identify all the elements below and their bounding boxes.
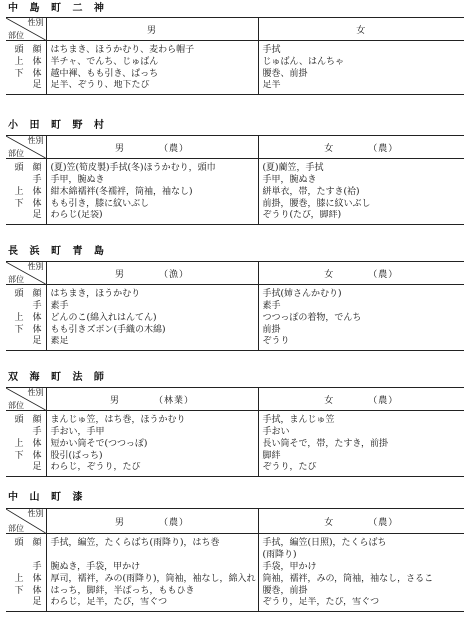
body-part: 上 体 <box>14 312 42 323</box>
female-clothing-cell <box>258 159 464 175</box>
clothing-table <box>6 135 464 225</box>
gender-label: 性別 <box>27 262 44 271</box>
gender-label: 性別 <box>27 509 44 518</box>
clothing-table <box>6 387 464 477</box>
female-clothing-cell <box>258 56 464 68</box>
body-part: 足 <box>32 462 42 472</box>
clothing-table <box>6 261 464 351</box>
female-header-label: 女 <box>324 517 335 528</box>
table-row <box>6 159 464 175</box>
body-part-cell <box>6 285 46 301</box>
body-part-cell <box>6 462 46 477</box>
female-clothing: ぞうり(たび，脚絆) <box>262 210 342 220</box>
body-part-cell <box>6 210 46 225</box>
female-clothing-cell <box>258 300 464 312</box>
body-part: 手 <box>32 561 42 572</box>
male-clothing-cell <box>46 411 258 427</box>
male-clothing: わらじ，ぞうり，たび <box>50 462 141 472</box>
female-clothing: 絣単衣，帯，たすき(袷) <box>262 186 360 197</box>
body-part: 上 体 <box>14 56 42 67</box>
body-part-cell <box>6 438 46 450</box>
table-row <box>6 210 464 225</box>
header-row <box>6 509 464 534</box>
body-part-cell <box>6 534 46 550</box>
female-clothing: つつっぽの着物，でんち <box>262 312 362 323</box>
body-part-cell <box>6 80 46 95</box>
female-clothing: 手拭，編笠(日照)，たくらばち <box>262 538 387 548</box>
male-clothing-cell <box>46 159 258 175</box>
female-header <box>258 509 464 534</box>
female-clothing-cell <box>258 597 464 612</box>
gender-label: 性別 <box>27 18 44 27</box>
male-clothing-cell <box>46 426 258 438</box>
body-part-cell <box>6 68 46 80</box>
table-row <box>6 68 464 80</box>
female-clothing-cell <box>258 426 464 438</box>
body-part-cell <box>6 573 46 585</box>
male-clothing-cell <box>46 549 258 561</box>
female-clothing-cell <box>258 549 464 561</box>
table-row <box>6 573 464 585</box>
section-title: 中 島 町 二 神 <box>8 3 108 14</box>
male-clothing-cell <box>46 300 258 312</box>
female-clothing: 脚絆 <box>262 450 281 461</box>
female-clothing: じゅばん、はんちゃ <box>262 56 345 67</box>
male-clothing-cell <box>46 56 258 68</box>
male-clothing-cell <box>46 186 258 198</box>
male-clothing-cell <box>46 438 258 450</box>
gender-label: 性別 <box>27 136 44 145</box>
male-clothing: 腕ぬき，手袋，甲かけ <box>50 561 141 572</box>
female-clothing: 手袋，甲かけ <box>262 561 317 572</box>
male-clothing-cell <box>46 585 258 597</box>
male-header <box>46 18 258 41</box>
section-title: 中 山 町 漆 <box>8 492 87 503</box>
table-row <box>6 312 464 324</box>
table-row <box>6 585 464 597</box>
body-part: 手 <box>32 300 42 311</box>
male-clothing-cell <box>46 462 258 477</box>
male-header <box>46 262 258 285</box>
table-row <box>6 438 464 450</box>
table-row <box>6 336 464 351</box>
header-row <box>6 18 464 41</box>
female-occupation: （農） <box>368 269 399 280</box>
male-clothing-cell <box>46 534 258 550</box>
body-part: 手 <box>32 426 42 437</box>
body-part: 上 体 <box>14 573 42 584</box>
female-clothing: (夏)藺笠，手拭 <box>262 163 324 173</box>
table-row <box>6 462 464 477</box>
female-clothing: 手拭，まんじゅ笠 <box>262 415 335 425</box>
male-clothing: 手甲，腕ぬき <box>50 174 105 185</box>
body-part-cell <box>6 324 46 336</box>
male-clothing: 手おい，手甲 <box>50 426 105 437</box>
body-part: 頭 顔 <box>14 163 42 173</box>
body-part: 足 <box>32 336 42 346</box>
female-header-label: 女 <box>324 143 335 154</box>
male-clothing-cell <box>46 41 258 57</box>
female-clothing-cell <box>258 324 464 336</box>
male-clothing: まんじゅ笠，はち巻，ほうかむり <box>50 415 186 425</box>
female-clothing: 手甲，腕ぬき <box>262 174 317 185</box>
table-row <box>6 186 464 198</box>
male-clothing-cell <box>46 597 258 612</box>
female-clothing: 素手 <box>262 300 281 311</box>
body-part: 頭 顔 <box>14 45 42 55</box>
part-label: 部位 <box>8 31 24 40</box>
female-header <box>258 388 464 411</box>
male-header-label: 男 <box>146 25 157 36</box>
clothing-table <box>6 17 464 95</box>
body-part: 下 体 <box>14 68 42 79</box>
female-clothing-cell <box>258 186 464 198</box>
male-clothing: 股引(ぱっち) <box>50 450 103 461</box>
female-clothing-cell <box>258 210 464 225</box>
male-clothing-cell <box>46 285 258 301</box>
male-clothing-cell <box>46 198 258 210</box>
female-clothing-cell <box>258 285 464 301</box>
female-occupation: （農） <box>368 517 399 528</box>
table-row <box>6 450 464 462</box>
male-clothing: 短かい筒そで(つつっぽ) <box>50 438 148 449</box>
body-part: 頭 顔 <box>14 415 42 425</box>
table-row <box>6 198 464 210</box>
male-clothing: はちまき，ほうかむり <box>50 289 141 299</box>
body-part-cell <box>6 426 46 438</box>
body-part: 足 <box>32 80 42 90</box>
body-part-cell <box>6 597 46 612</box>
diagonal-header-cell <box>6 136 46 159</box>
body-part: 下 体 <box>14 324 42 335</box>
male-clothing-cell <box>46 210 258 225</box>
body-part: 下 体 <box>14 585 42 596</box>
female-clothing: (雨降り) <box>262 549 297 560</box>
body-part-cell <box>6 41 46 57</box>
male-clothing: はっち，脚絆，半ぱっち，ももひき <box>50 585 195 596</box>
body-part-cell <box>6 312 46 324</box>
female-clothing-cell <box>258 573 464 585</box>
male-clothing: わらじ(足袋) <box>50 210 103 220</box>
male-header-label: 男 <box>109 395 120 406</box>
part-label: 部位 <box>8 401 24 410</box>
table-row <box>6 324 464 336</box>
male-clothing: 素手 <box>50 300 69 311</box>
table-row <box>6 597 464 612</box>
male-clothing: はちまき、ほうかむり、麦わら帽子 <box>50 45 195 55</box>
male-occupation: （漁） <box>159 269 190 280</box>
body-part-cell <box>6 159 46 175</box>
male-clothing: 厚司，襦袢，みの(雨降り)，筒袖，袖なし，綿入れ <box>50 573 256 584</box>
body-part: 足 <box>32 210 42 220</box>
table-row <box>6 426 464 438</box>
body-part-cell <box>6 585 46 597</box>
male-clothing: どんのこ(綿入れはんてん) <box>50 312 157 323</box>
female-clothing: 長い筒そで，帯，たすき，前掛 <box>262 438 388 449</box>
table-row <box>6 41 464 57</box>
female-clothing-cell <box>258 585 464 597</box>
diagonal-header-cell <box>6 262 46 285</box>
diagonal-header-cell <box>6 509 46 534</box>
male-clothing: 紺木綿襦袢(冬襦袢，筒袖，袖なし) <box>50 186 193 197</box>
female-header-label: 女 <box>324 395 335 406</box>
body-part-cell <box>6 174 46 186</box>
body-part: 下 体 <box>14 198 42 209</box>
male-clothing-cell <box>46 324 258 336</box>
body-part-cell <box>6 186 46 198</box>
part-label: 部位 <box>8 275 24 284</box>
female-clothing: 手おい <box>262 426 290 437</box>
female-header <box>258 18 464 41</box>
gender-label: 性別 <box>27 388 44 397</box>
male-header <box>46 388 258 411</box>
male-clothing: わらじ，足半，たび，雪ぐつ <box>50 597 168 607</box>
female-clothing: ぞうり，足半，たび，雪ぐつ <box>262 597 380 607</box>
table-row <box>6 300 464 312</box>
header-row <box>6 388 464 411</box>
diagonal-header-cell <box>6 388 46 411</box>
male-clothing-cell <box>46 68 258 80</box>
female-clothing: ぞうり，たび <box>262 462 317 472</box>
male-clothing-cell <box>46 450 258 462</box>
female-clothing-cell <box>258 462 464 477</box>
male-clothing-cell <box>46 80 258 95</box>
male-clothing: (夏)笠(筍皮製)手拭(冬)ほうかむり，頭巾 <box>50 163 216 173</box>
female-clothing-cell <box>258 68 464 80</box>
female-clothing: 前掛，腰巻，膝に紋いぶし <box>262 198 371 209</box>
table-row <box>6 534 464 550</box>
body-part: 上 体 <box>14 438 42 449</box>
female-clothing: 手拭 <box>262 45 281 55</box>
female-occupation: （農） <box>368 395 399 406</box>
female-clothing-cell <box>258 534 464 550</box>
body-part-cell <box>6 561 46 573</box>
male-header-label: 男 <box>114 269 125 280</box>
female-clothing: 手拭(姉さんかむり) <box>262 289 342 299</box>
header-row <box>6 136 464 159</box>
part-label: 部位 <box>8 524 24 533</box>
female-clothing-cell <box>258 411 464 427</box>
female-clothing-cell <box>258 438 464 450</box>
male-clothing: 半チャ、でんち、じゅばん <box>50 56 159 67</box>
male-clothing: 足半、ぞうり、地下たび <box>50 80 150 90</box>
body-part-cell <box>6 56 46 68</box>
male-clothing-cell <box>46 561 258 573</box>
body-part-cell <box>6 411 46 427</box>
body-part: 下 体 <box>14 450 42 461</box>
female-occupation: （農） <box>368 143 399 154</box>
female-clothing-cell <box>258 312 464 324</box>
section-title: 双 海 町 法 師 <box>8 372 108 383</box>
female-header <box>258 262 464 285</box>
male-header-label: 男 <box>114 517 125 528</box>
male-occupation: （林業） <box>154 395 195 406</box>
male-clothing: もも引き，膝に紋いぶし <box>50 198 150 209</box>
male-clothing: もも引きズボン(手織の木綿) <box>50 324 166 335</box>
body-part-cell <box>6 198 46 210</box>
female-clothing-cell <box>258 174 464 186</box>
table-row <box>6 549 464 561</box>
male-clothing: 素足 <box>50 336 69 346</box>
female-clothing-cell <box>258 336 464 351</box>
body-part: 頭 顔 <box>14 538 42 548</box>
body-part-cell <box>6 336 46 351</box>
female-clothing: 足半 <box>262 80 281 90</box>
section-title: 長 浜 町 青 島 <box>8 246 108 257</box>
body-part-cell <box>6 549 46 561</box>
male-occupation: （農） <box>159 143 190 154</box>
female-clothing-cell <box>258 561 464 573</box>
female-header-label: 女 <box>324 269 335 280</box>
female-clothing-cell <box>258 41 464 57</box>
male-clothing: 越中褌、もも引き、ぱっち <box>50 68 159 79</box>
male-occupation: （農） <box>159 517 190 528</box>
female-header <box>258 136 464 159</box>
table-row <box>6 285 464 301</box>
table-row <box>6 80 464 95</box>
female-clothing: 筒袖，襦袢，みの，筒袖，袖なし，さるこ <box>262 573 434 584</box>
table-row <box>6 561 464 573</box>
body-part: 手 <box>32 174 42 185</box>
clothing-table <box>6 508 464 612</box>
female-clothing: 前掛 <box>262 324 281 335</box>
female-header-label: 女 <box>356 25 367 36</box>
body-part: 上 体 <box>14 186 42 197</box>
male-header <box>46 509 258 534</box>
female-clothing-cell <box>258 450 464 462</box>
female-clothing: 腰巻、前掛 <box>262 68 308 79</box>
table-row <box>6 174 464 186</box>
male-clothing-cell <box>46 573 258 585</box>
table-row <box>6 56 464 68</box>
diagonal-header-cell <box>6 18 46 41</box>
body-part: 頭 顔 <box>14 289 42 299</box>
body-part-cell <box>6 450 46 462</box>
male-header <box>46 136 258 159</box>
part-label: 部位 <box>8 149 24 158</box>
section-title: 小 田 町 野 村 <box>8 120 108 131</box>
male-clothing: 手拭，編笠，たくらばち(雨降り)，はち巻 <box>50 538 220 548</box>
female-clothing: 腰巻，前掛 <box>262 585 308 596</box>
body-part: 足 <box>32 597 42 607</box>
header-row <box>6 262 464 285</box>
table-row <box>6 411 464 427</box>
male-clothing-cell <box>46 312 258 324</box>
body-part-cell <box>6 300 46 312</box>
male-clothing-cell <box>46 174 258 186</box>
female-clothing-cell <box>258 80 464 95</box>
male-clothing-cell <box>46 336 258 351</box>
female-clothing: ぞうり <box>262 336 290 346</box>
male-header-label: 男 <box>114 143 125 154</box>
female-clothing-cell <box>258 198 464 210</box>
